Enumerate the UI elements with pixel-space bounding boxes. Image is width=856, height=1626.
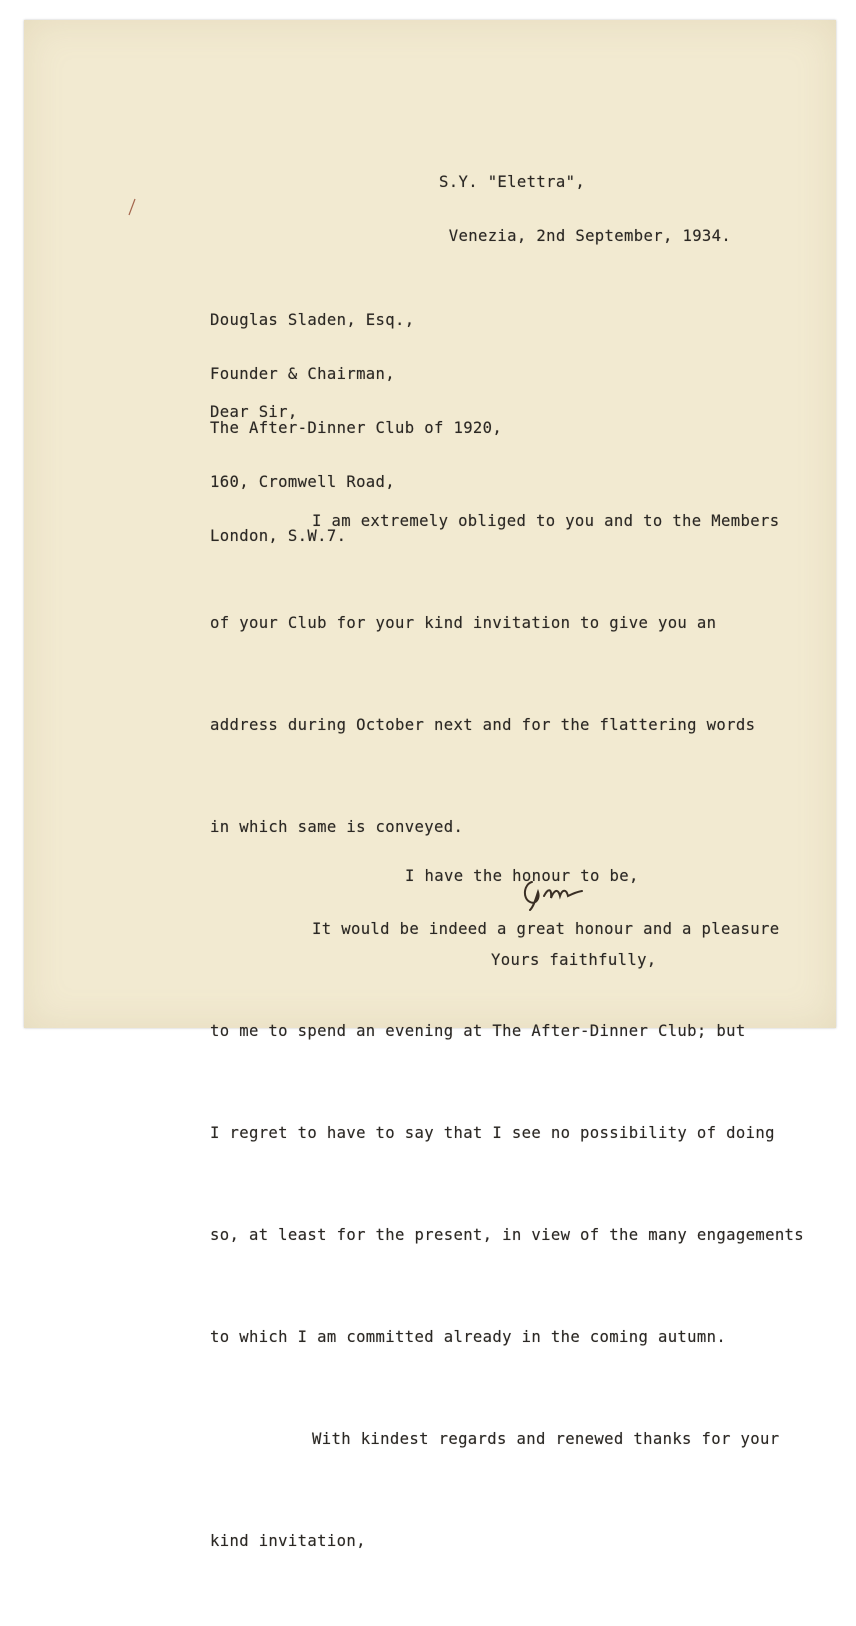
- ink-mark: [128, 198, 136, 216]
- body-line: I regret to have to say that I see no possibility of doing: [210, 1124, 775, 1142]
- header-place-date: Venezia, 2nd September, 1934.: [439, 227, 732, 245]
- letter-closing: [405, 806, 657, 1030]
- recipient-line: Douglas Sladen, Esq.,: [210, 311, 415, 329]
- body-line: kind invitation,: [210, 1532, 366, 1550]
- body-line: of your Club for your kind invitation to give you an: [210, 614, 717, 632]
- body-line: to me to spend an evening at The After-Dinner Club; but: [210, 1022, 746, 1040]
- letter-paper: [24, 20, 836, 1550]
- letter-header: [439, 137, 731, 281]
- recipient-line: 160, Cromwell Road,: [210, 473, 396, 491]
- handwritten-signature: [518, 872, 588, 912]
- closing-line: I have the honour to be,: [405, 867, 639, 885]
- body-line: With kindest regards and renewed thanks for your: [312, 1430, 780, 1448]
- header-ship-name: S.Y. "Elettra",: [439, 173, 586, 191]
- recipient-line: London, S.W.7.: [210, 527, 347, 545]
- body-line: I am extremely obliged to you and to the Members: [312, 512, 780, 530]
- recipient-line: Founder & Chairman,: [210, 365, 396, 383]
- letter-body: [210, 436, 804, 1626]
- recipient-line: The After-Dinner Club of 1920,: [210, 419, 503, 437]
- salutation: Dear Sir,: [210, 403, 298, 421]
- body-line: to which I am committed already in the coming autumn.: [210, 1328, 727, 1346]
- body-line: so, at least for the present, in view of the many engagements: [210, 1226, 805, 1244]
- body-line: address during October next and for the flattering words: [210, 716, 756, 734]
- closing-valediction: Yours faithfully,: [491, 951, 657, 969]
- body-line: in which same is conveyed.: [210, 818, 464, 836]
- body-line: It would be indeed a great honour and a pleasure: [312, 920, 780, 938]
